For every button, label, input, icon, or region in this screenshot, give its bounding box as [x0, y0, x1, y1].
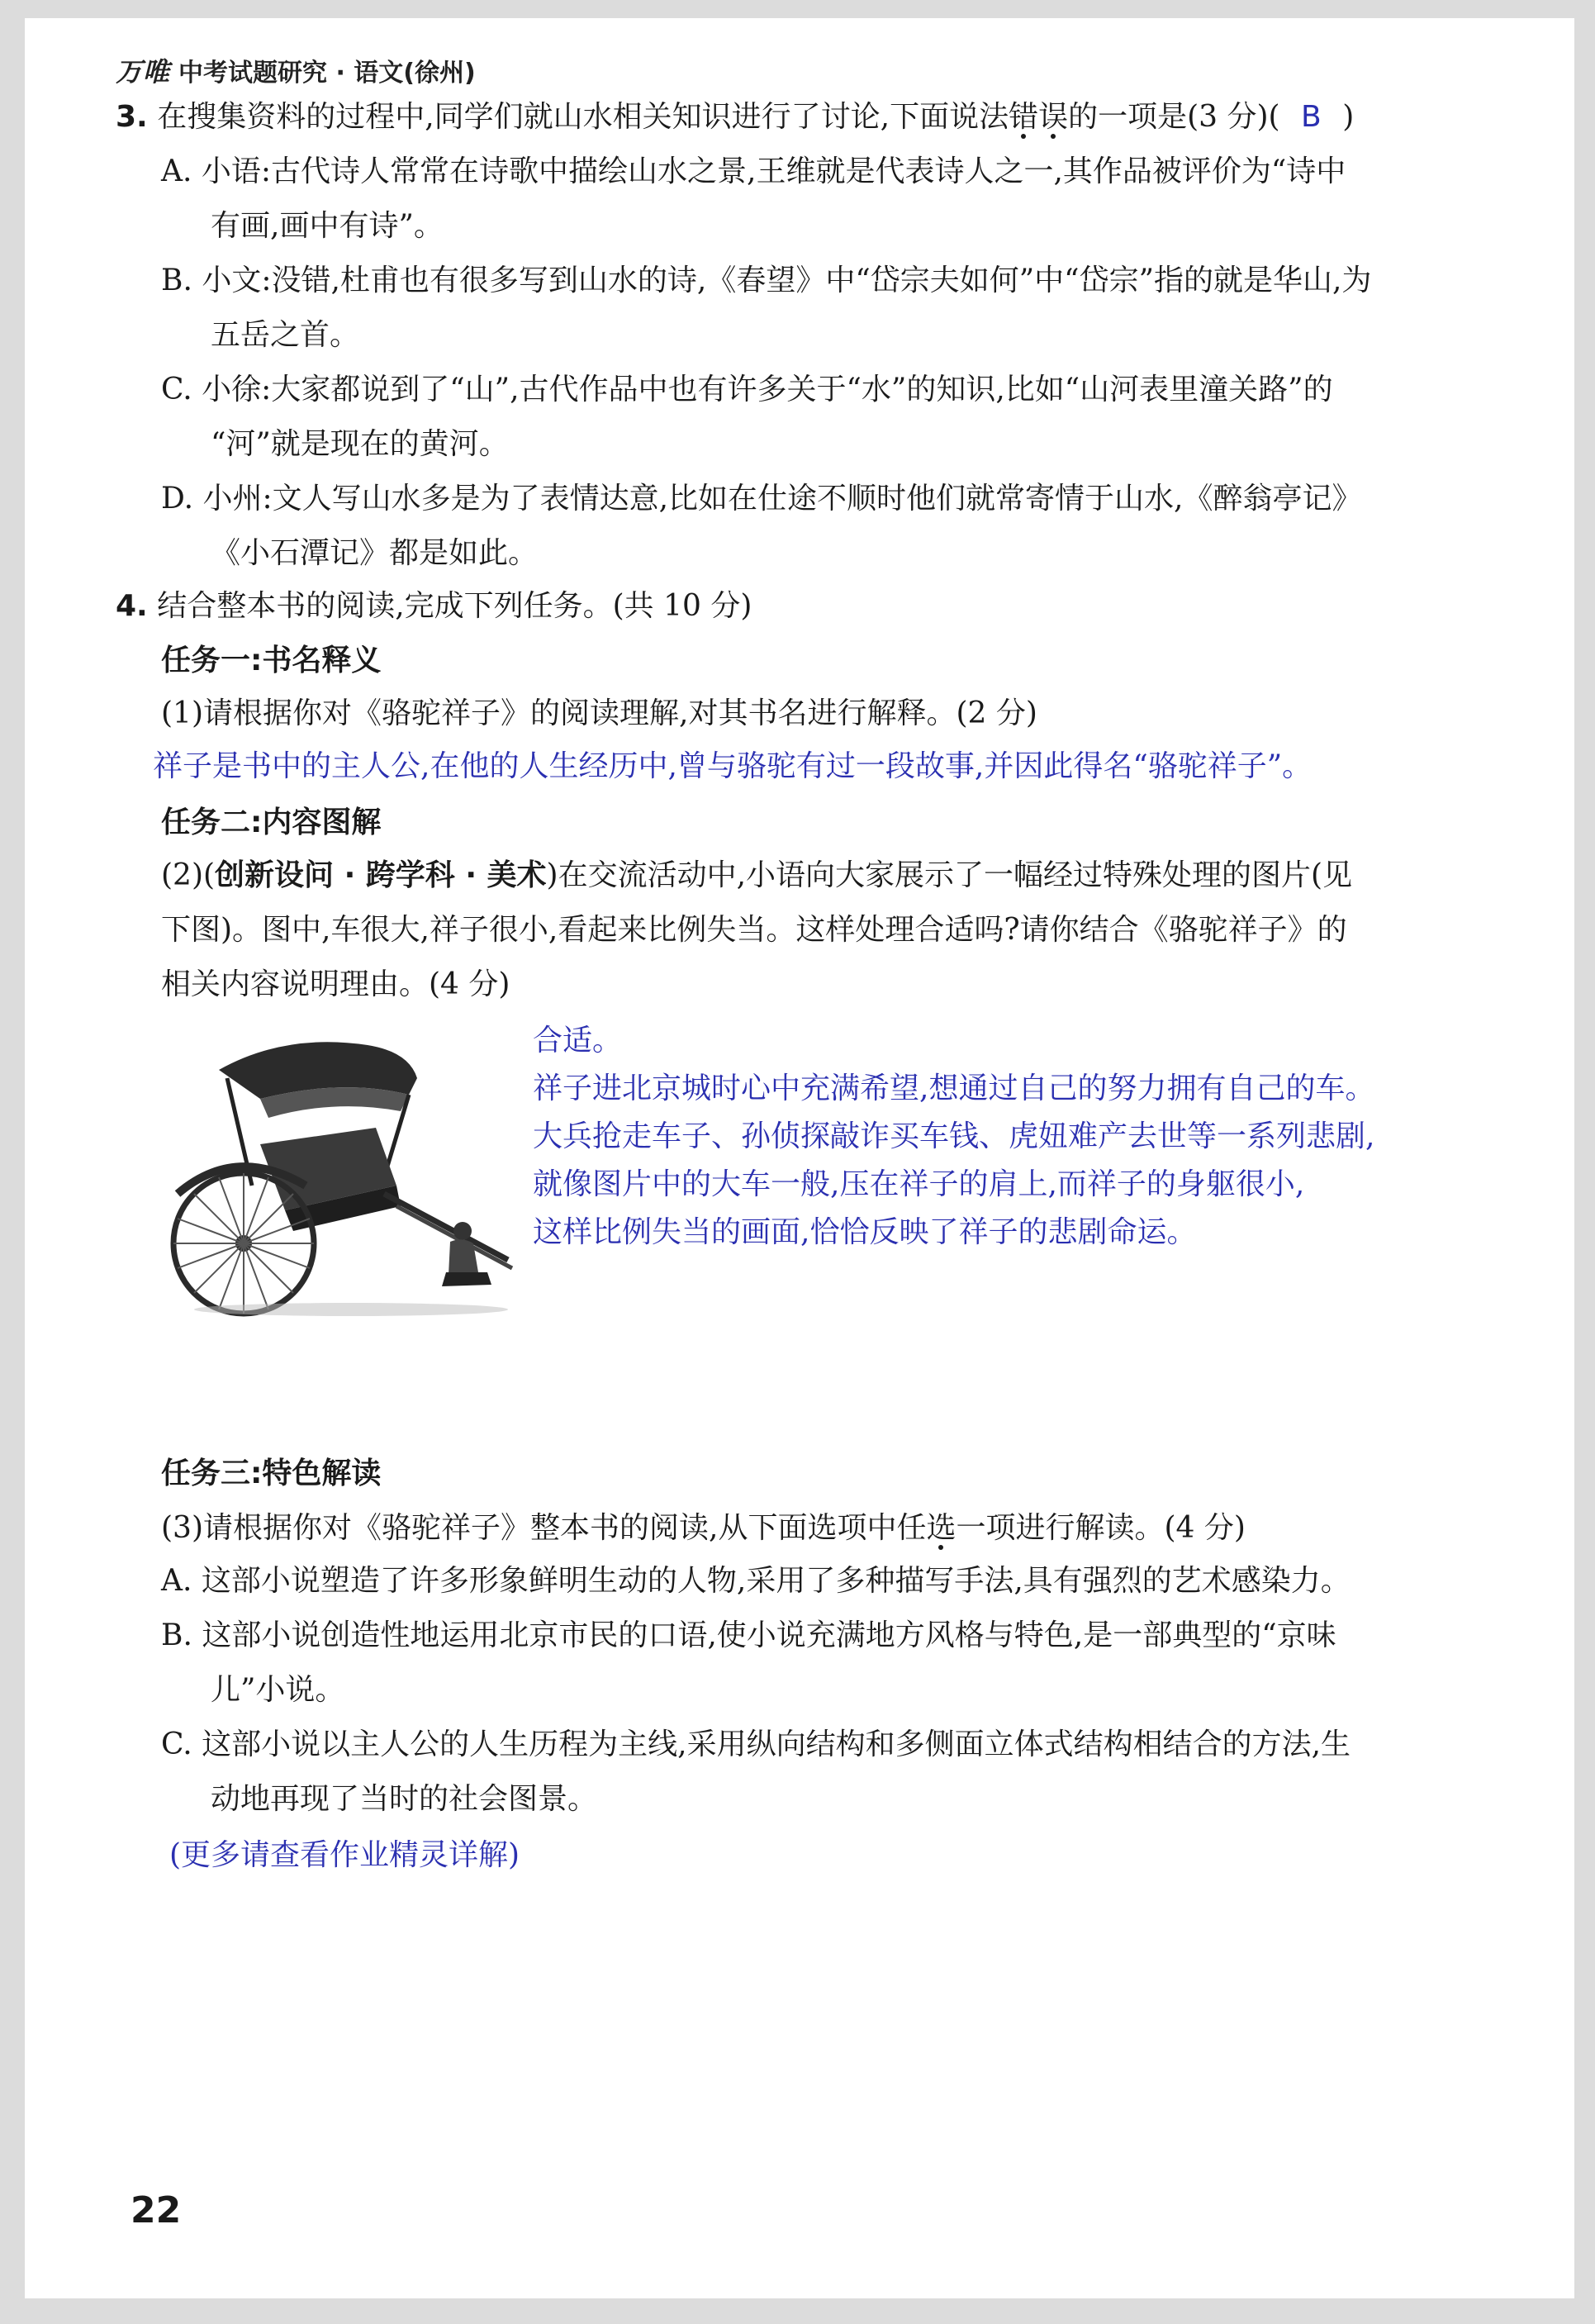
header-title: 中考试题研究 · 语文(徐州): [178, 59, 476, 88]
task1-answer: 祥子是书中的主人公,在他的人生经历中,曾与骆驼有过一段故事,并因此得名“骆驼祥子”。: [153, 749, 1313, 783]
q3-stem: 3. 在搜集资料的过程中,同学们就山水相关知识进行了讨论,下面说法错误的一项是(3 分)( B ): [116, 100, 1355, 134]
q3-option-d-line1: D. 小州:文人写山水多是为了表情达意,比如在仕途不顺时他们就常寄情于山水,《醉翁亭记》: [161, 482, 1362, 516]
q3-option-d-line2: 《小石潭记》都是如此。: [211, 536, 539, 570]
rickshaw-illustration: [161, 1020, 525, 1318]
q4-number: 4.: [116, 589, 148, 623]
task3-title: 任务三:特色解读: [161, 1457, 382, 1490]
task3-option-b-line2: 儿”小说。: [211, 1673, 345, 1707]
q3-answer: B: [1301, 100, 1322, 134]
q3-number: 3.: [116, 100, 148, 134]
q3-option-c-line2: “河”就是现在的黄河。: [211, 427, 509, 461]
task3-question: (3)请根据你对《骆驼祥子》整本书的阅读,从下面选项中任选一项进行解读。(4 分): [161, 1511, 1246, 1545]
q3-option-a-line2: 有画,画中有诗”。: [211, 209, 444, 243]
task2-question-line3: 相关内容说明理由。(4 分): [161, 967, 510, 1001]
task3-option-c-line2: 动地再现了当时的社会图景。: [211, 1782, 598, 1816]
task2-title: 任务二:内容图解: [161, 806, 382, 839]
task2-answer-line2: 祥子进北京城时心中充满希望,想通过自己的努力拥有自己的车。: [533, 1072, 1375, 1105]
q3-option-b-line1: B. 小文:没错,杜甫也有很多写到山水的诗,《春望》中“岱宗夫如何”中“岱宗”指的就是华山,为: [161, 264, 1372, 297]
running-header: [116, 50, 476, 91]
task2-question-line1: (2)(创新设问 · 跨学科 · 美术)在交流活动中,小语向大家展示了一幅经过特殊处理的图片(见: [161, 858, 1353, 892]
task2-answer-line4: 就像图片中的大车一般,压在祥子的肩上,而祥子的身躯很小,: [533, 1167, 1305, 1201]
task3-option-c-line1: C. 这部小说以主人公的人生历程为主线,采用纵向结构和多侧面立体式结构相结合的方法,生: [161, 1728, 1351, 1761]
q4-stem: 4. 结合整本书的阅读,完成下列任务。(共 10 分): [116, 589, 752, 623]
more-details-link[interactable]: (更多请查看作业精灵详解): [169, 1838, 520, 1872]
q3-option-b-line2: 五岳之首。: [211, 318, 360, 352]
q3-option-a-line1: A. 小语:古代诗人常常在诗歌中描绘山水之景,王维就是代表诗人之一,其作品被评价为“诗中: [161, 154, 1346, 188]
task1-question: (1)请根据你对《骆驼祥子》的阅读理解,对其书名进行解释。(2 分): [161, 696, 1037, 730]
task2-answer-line3: 大兵抢走车子、孙侦探敲诈买车钱、虎妞难产去世等一系列悲剧,: [533, 1119, 1375, 1153]
task3-option-b-line1: B. 这部小说创造性地运用北京市民的口语,使小说充满地方风格与特色,是一部典型的“京味: [161, 1618, 1336, 1652]
task3-option-a: A. 这部小说塑造了许多形象鲜明生动的人物,采用了多种描写手法,具有强烈的艺术感染力。: [161, 1564, 1351, 1598]
q3-option-c-line1: C. 小徐:大家都说到了“山”,古代作品中也有许多关于“水”的知识,比如“山河表里潼关路”的: [161, 373, 1333, 406]
task2-question-line2: 下图)。图中,车很大,祥子很小,看起来比例失当。这样处理合适吗?请你结合《骆驼祥子》的: [161, 913, 1347, 947]
brand-logo: 万唯: [116, 56, 171, 88]
task2-tag: 创新设问 · 跨学科 · 美术: [215, 858, 547, 892]
page-number: 22: [131, 2189, 182, 2231]
task2-answer-line1: 合适。: [533, 1024, 623, 1057]
task2-answer-line5: 这样比例失当的画面,恰恰反映了祥子的悲剧命运。: [533, 1215, 1197, 1249]
task1-title: 任务一:书名释义: [161, 644, 382, 677]
